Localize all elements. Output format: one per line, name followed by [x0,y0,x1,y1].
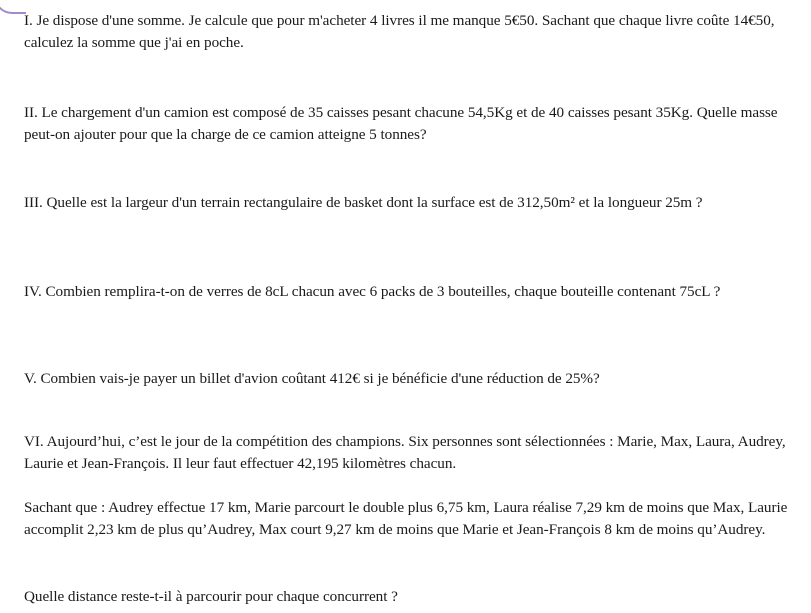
exercise-3-text: III. Quelle est la largeur d'un terrain rectangulaire de basket dont la surface est de 312,50m² et la longueur 25m ? [24,194,703,211]
exercise-5-text: V. Combien vais-je payer un billet d'avion coûtant 412€ si je bénéficie d'une réduction de 25%? [24,370,600,387]
exercise-1-text: I. Je dispose d'une somme. Je calcule que pour m'acheter 4 livres il me manque 5€50. Sachant que chaque livre coûte 14€50, calculez la somme que j'ai en poche. [24,12,775,51]
pen-mark [0,0,26,14]
exercise-2-text: II. Le chargement d'un camion est composé de 35 caisses pesant chacune 54,5Kg et de 40 caisses pesant 35Kg. Quelle masse peut-on ajouter pour que la charge de ce camion atteigne 5 tonnes? [24,104,778,143]
exercise-6-details: Sachant que : Audrey effectue 17 km, Marie parcourt le double plus 6,75 km, Laura réalise 7,29 km de moins que Max, Laurie accomplit 2,23 km de plus qu’Audrey, Max court 9,27 km de moins que Marie et Jean-François 8 km de moins qu’Audrey. [24,499,788,538]
exercise-6-question: Quelle distance reste-t-il à parcourir pour chaque concurrent ? [24,588,398,605]
exercise-6-intro: VI. Aujourd’hui, c’est le jour de la compétition des champions. Six personnes sont sélectionnées : Marie, Max, Laura, Audrey, Laurie et Jean-François. Il leur faut effectuer 42,195 kilomètres chacun. [24,433,786,472]
exercise-4-text: IV. Combien remplira-t-on de verres de 8cL chacun avec 6 packs de 3 bouteilles, chaque bouteille contenant 75cL ? [24,283,721,300]
